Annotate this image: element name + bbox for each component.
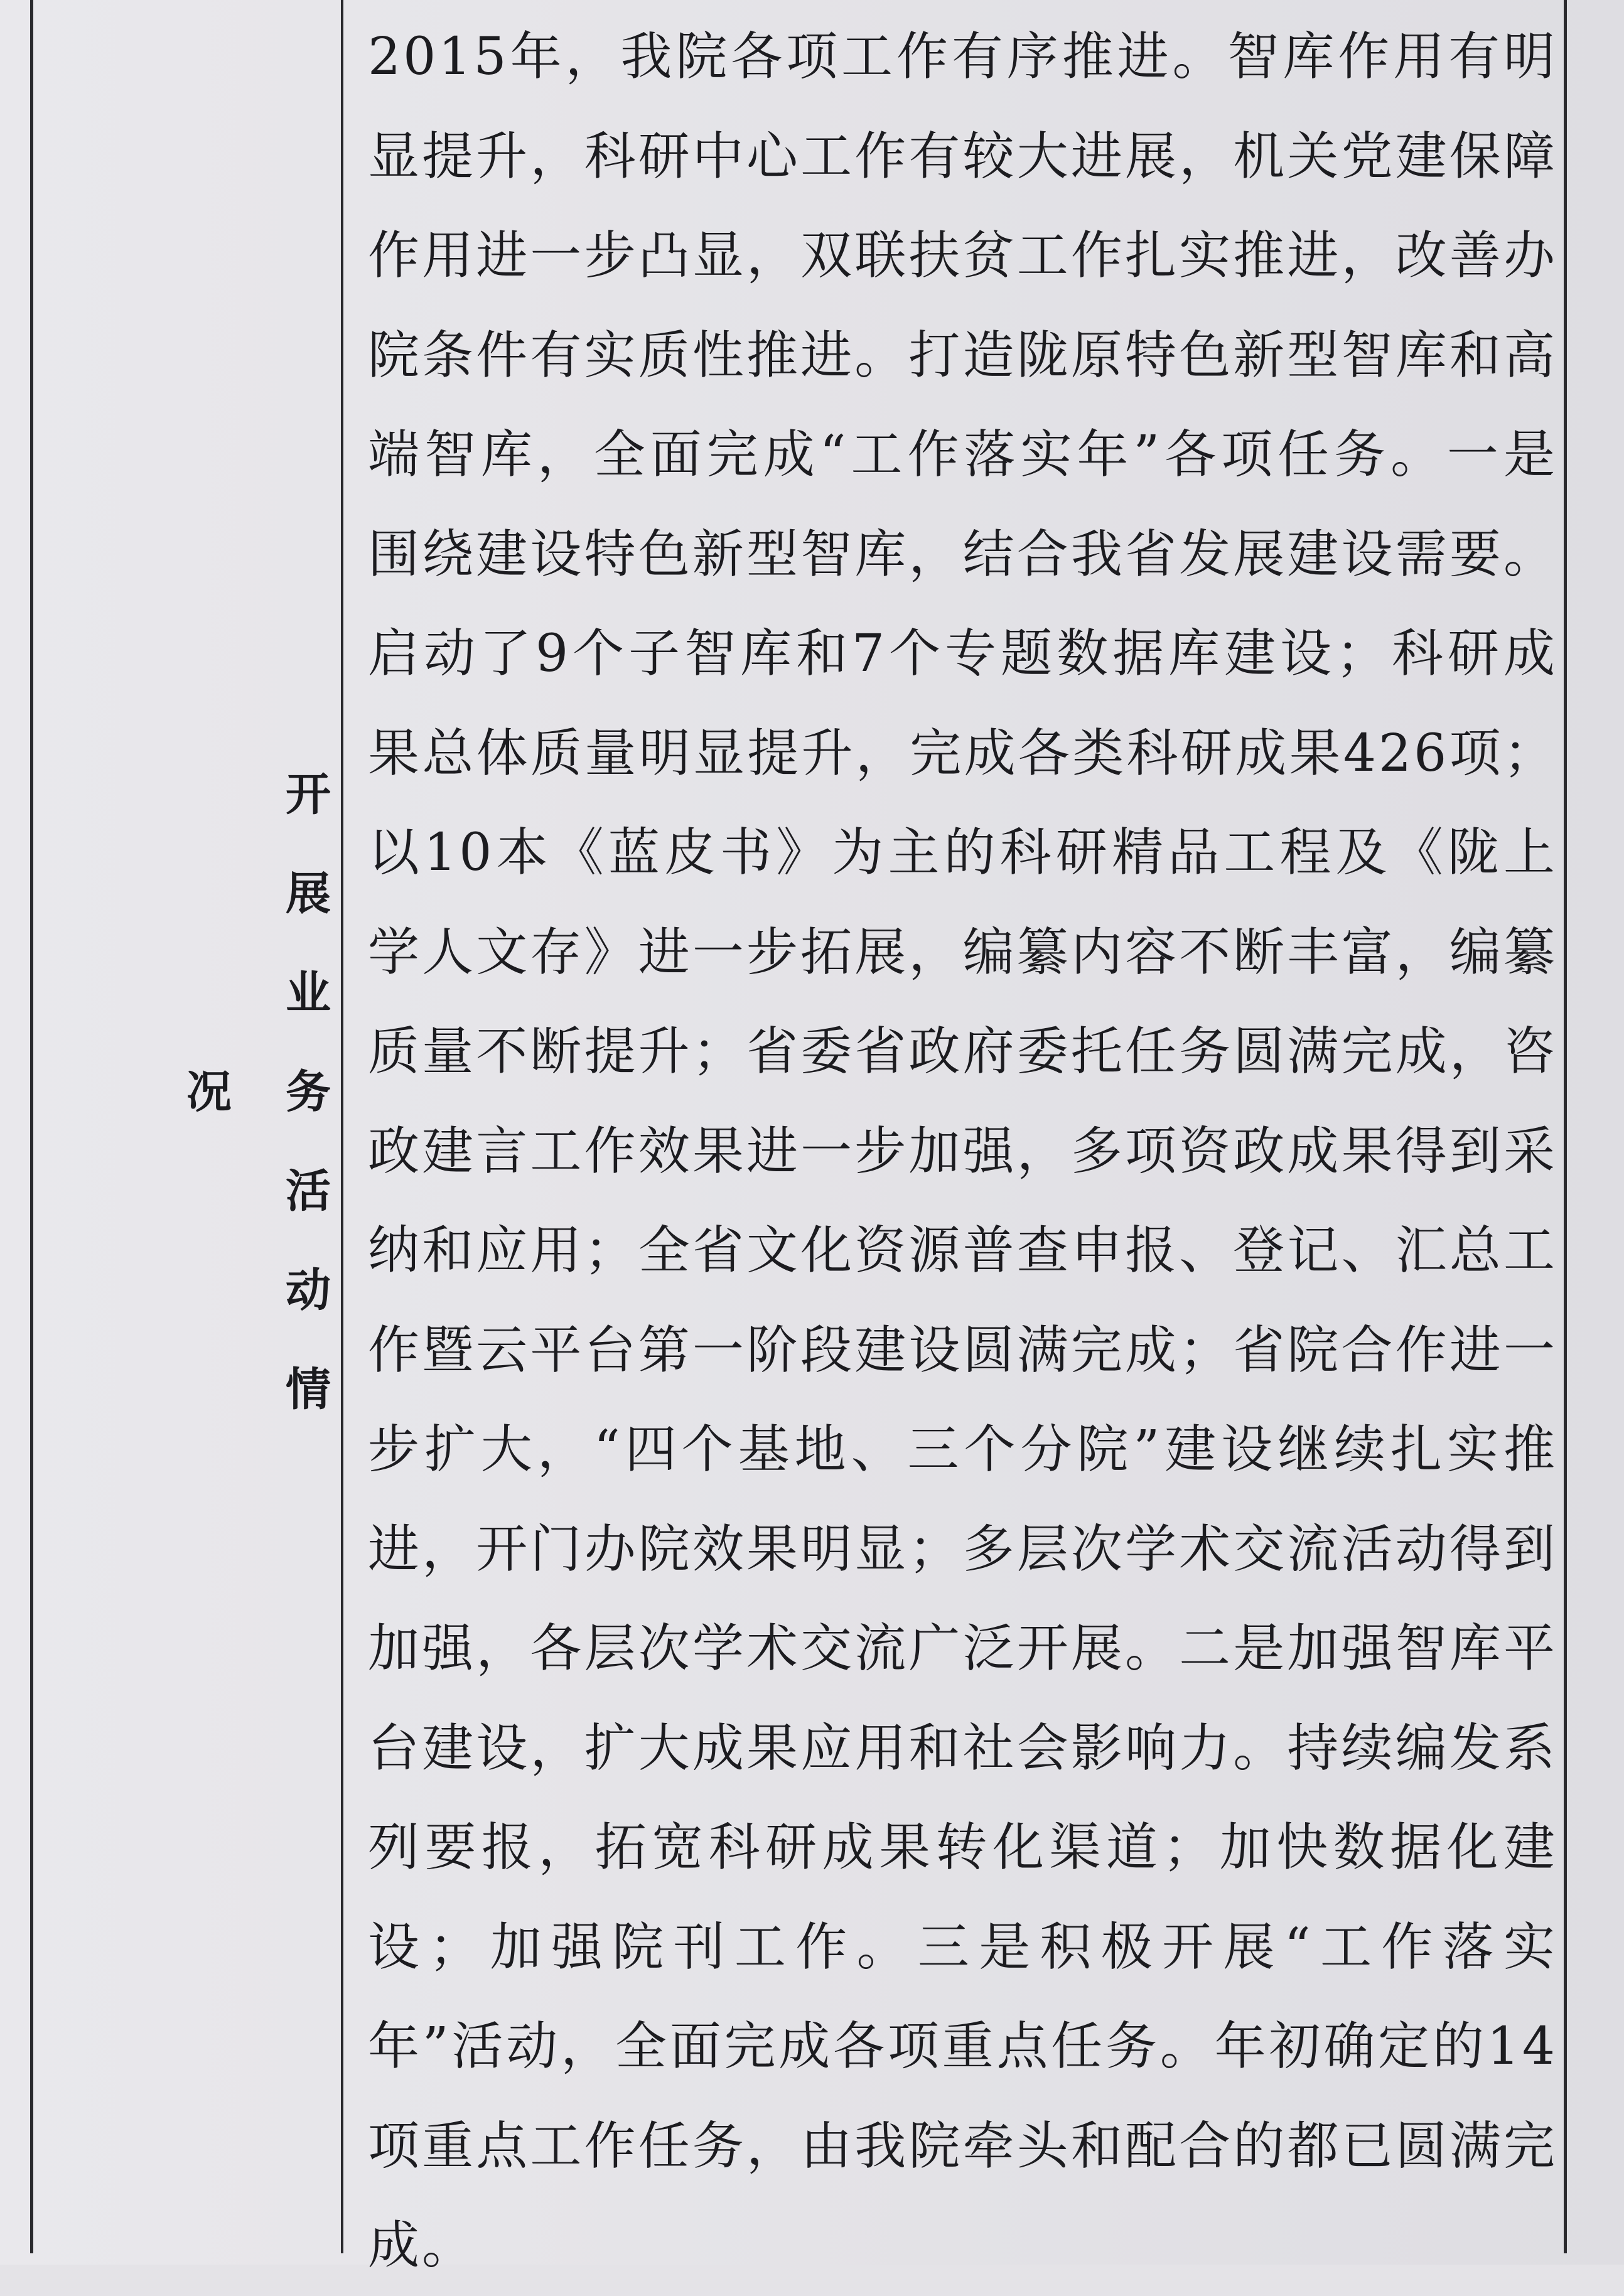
label-cell (30, 0, 341, 2253)
content-cell (368, 8, 1557, 2296)
section-label: 开展业务活动情况 (179, 770, 331, 1464)
body-paragraph: 2015年，我院各项工作有序推进。智库作用有明显提升，科研中心工作有较大进展，机关党建保障作用进一步凸显，双联扶贫工作扎实推进，改善办院条件有实质性推进。打造陇原特色新型智库和高端智库，全面完成“工作落实年”各项任务。一是围绕建设特色新型智库，结合我省发展建设需要。启动了9个子智库和7个专题数据库建设；科研成果总体质量明显提升，完成各类科研成果426项；以10本《蓝皮书》为主的科研精品工程及《陇上学人文存》进一步拓展，编纂内容不断丰富，编纂质量不断提升；省委省政府委托任务圆满完成，咨政建言工作效果进一步加强，多项资政成果得到采纳和应用；全省文化资源普查申报、登记、汇总工作暨云平台第一阶段建设圆满完成；省院合作进一步扩大，“四个基地、三个分院”建设继续扎实推进，开门办院效果明显；多层次学术交流活动得到加强，各层次学术交流广泛开展。二是加强智库平台建设，扩大成果应用和社会影响力。持续编发系列要报，拓宽科研成果转化渠道；加快数据化建设；加强院刊工作。三是积极开展“工作落实年”活动，全面完成各项重点任务。年初确定的14项重点工作任务，由我院牵头和配合的都已圆满完成。 (368, 27, 1557, 2275)
